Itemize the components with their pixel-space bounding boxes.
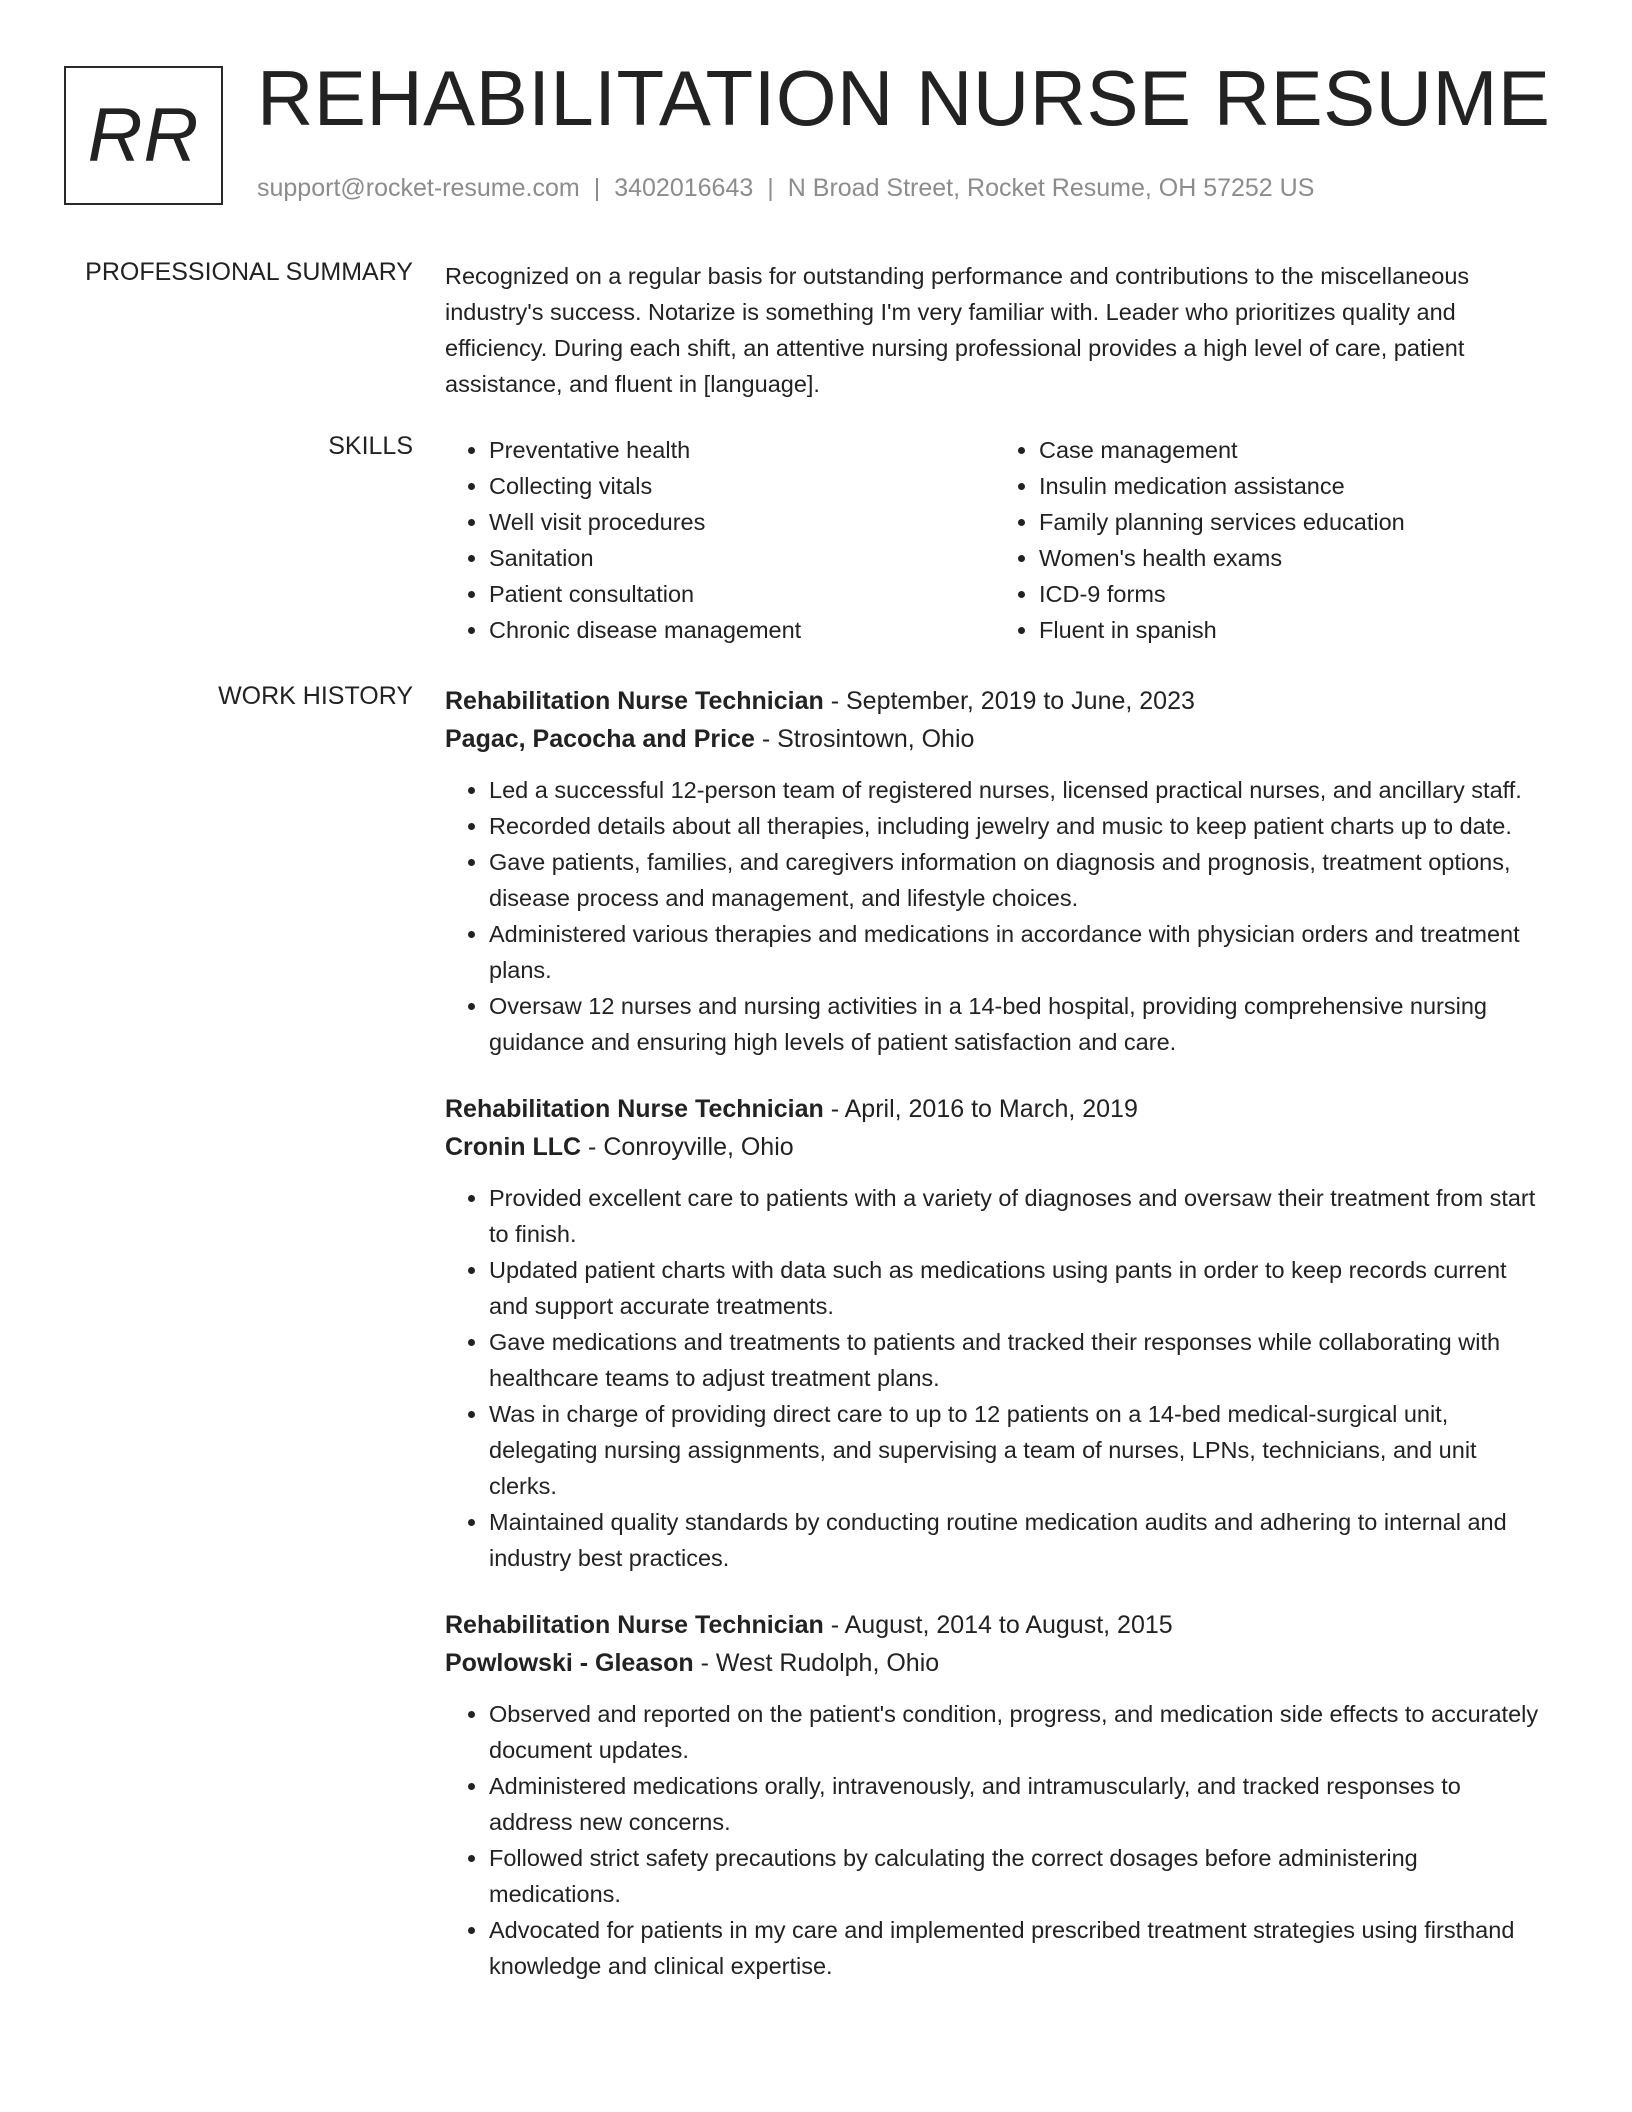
job-bullets (445, 772, 1545, 1060)
skill-item: • Case management (1039, 432, 1545, 468)
job-title: Rehabilitation Nurse Technician (445, 687, 824, 715)
skill-item: • ICD-9 forms (1039, 576, 1545, 612)
job-bullet: • Maintained quality standards by conducting routine medication audits and adhering to internal and industry best practices. (489, 1504, 1545, 1576)
job-company-line: Pagac, Pacocha and Price - Strosintown, Ohio (445, 725, 975, 753)
summary-body (445, 258, 1545, 402)
job-bullet: • Administered medications orally, intravenously, and intramuscularly, and tracked responses to address new concerns. (489, 1768, 1545, 1840)
job-title: Rehabilitation Nurse Technician (445, 1095, 824, 1123)
skill-item: • Patient consultation (489, 576, 995, 612)
job-company: Powlowski - Gleason (445, 1649, 694, 1677)
skill-item: • Sanitation (489, 540, 995, 576)
job-bullet: • Observed and reported on the patient's condition, progress, and medication side effects to accurately document updates. (489, 1696, 1545, 1768)
skill-item: • Family planning services education (1039, 504, 1545, 540)
job-dates: September, 2019 to June, 2023 (846, 687, 1195, 715)
job-company-line: Powlowski - Gleason - West Rudolph, Ohio (445, 1649, 940, 1677)
resume-title: REHABILITATION NURSE RESUME (257, 54, 1551, 142)
job-bullet: • Administered various therapies and medications in accordance with physician orders and treatment plans. (489, 916, 1545, 988)
contact-separator: | (767, 174, 774, 202)
job-location: West Rudolph, Ohio (715, 1649, 940, 1677)
job-bullet: • Gave patients, families, and caregivers information on diagnosis and prognosis, treatment options, disease process and management, and lifestyle choices. (489, 844, 1545, 916)
job-bullet: • Gave medications and treatments to patients and tracked their responses while collaborating with healthcare teams to adjust treatment plans. (489, 1324, 1545, 1396)
job-dates: April, 2016 to March, 2019 (844, 1095, 1138, 1123)
contact-phone: 3402016643 (614, 174, 754, 202)
contact-address: N Broad Street, Rocket Resume, OH 57252 US (787, 174, 1315, 202)
contact-line (257, 174, 1314, 203)
job-title-line: Rehabilitation Nurse Technician - April, 2016 to March, 2019 (445, 1095, 1138, 1123)
job-bullet: • Recorded details about all therapies, including jewelry and music to keep patient charts up to date. (489, 808, 1545, 844)
job-title-line: Rehabilitation Nurse Technician - September, 2019 to June, 2023 (445, 687, 1195, 715)
job-bullet: • Followed strict safety precautions by calculating the correct dosages before administering medications. (489, 1840, 1545, 1912)
skill-item: • Women's health exams (1039, 540, 1545, 576)
job-entry (445, 682, 1545, 1060)
job-bullet: • Provided excellent care to patients with a variety of diagnoses and oversaw their treatment from start to finish. (489, 1180, 1545, 1252)
skill-item: • Preventative health (489, 432, 995, 468)
work-history-body (445, 682, 1545, 2014)
job-dates: August, 2014 to August, 2015 (844, 1611, 1173, 1639)
skill-item: • Insulin medication assistance (1039, 468, 1545, 504)
job-bullet: • Oversaw 12 nurses and nursing activities in a 14-bed hospital, providing comprehensive nursing guidance and ensuring high levels of patient satisfaction and care. (489, 988, 1545, 1060)
job-bullet: • Updated patient charts with data such as medications using pants in order to keep records current and support accurate treatments. (489, 1252, 1545, 1324)
job-company-line: Cronin LLC - Conroyville, Ohio (445, 1133, 794, 1161)
skill-item: • Well visit procedures (489, 504, 995, 540)
job-title-line: Rehabilitation Nurse Technician - August, 2014 to August, 2015 (445, 1611, 1173, 1639)
job-bullet: • Advocated for patients in my care and implemented prescribed treatment strategies using firsthand knowledge and clinical expertise. (489, 1912, 1545, 1984)
job-location: Conroyville, Ohio (603, 1133, 794, 1161)
skills-body (445, 432, 1545, 648)
job-entry (445, 1090, 1545, 1576)
skills-list-left (445, 432, 995, 648)
job-bullet: • Was in charge of providing direct care to up to 12 patients on a 14-bed medical-surgical unit, delegating nursing assignments, and supervising a team of nurses, LPNs, technicians, and unit clerks. (489, 1396, 1545, 1504)
monogram-logo: RR (64, 66, 223, 205)
skill-item: • Chronic disease management (489, 612, 995, 648)
skill-item: • Collecting vitals (489, 468, 995, 504)
skills-list-right (995, 432, 1545, 648)
job-company: Pagac, Pacocha and Price (445, 725, 755, 753)
skill-item: • Fluent in spanish (1039, 612, 1545, 648)
skills-heading: SKILLS (328, 432, 413, 460)
skills-columns (445, 432, 1545, 648)
job-location: Strosintown, Ohio (777, 725, 975, 753)
job-entry (445, 1606, 1545, 1984)
contact-email: support@rocket-resume.com (257, 174, 580, 202)
summary-text: Recognized on a regular basis for outstanding performance and contributions to the miscellaneous industry's success. Notarize is something I'm very familiar with. Leader who prioritizes quality and efficiency. During each shift, an attentive nursing professional provides a high level of care, patient assistance, and fluent in [language]. (445, 263, 1470, 397)
job-bullets (445, 1180, 1545, 1576)
work-history-heading: WORK HISTORY (218, 682, 413, 710)
summary-heading: PROFESSIONAL SUMMARY (85, 258, 413, 286)
job-bullet: • Led a successful 12-person team of registered nurses, licensed practical nurses, and ancillary staff. (489, 772, 1545, 808)
job-company: Cronin LLC (445, 1133, 582, 1161)
job-bullets (445, 1696, 1545, 1984)
job-title: Rehabilitation Nurse Technician (445, 1611, 824, 1639)
contact-separator: | (593, 174, 601, 202)
